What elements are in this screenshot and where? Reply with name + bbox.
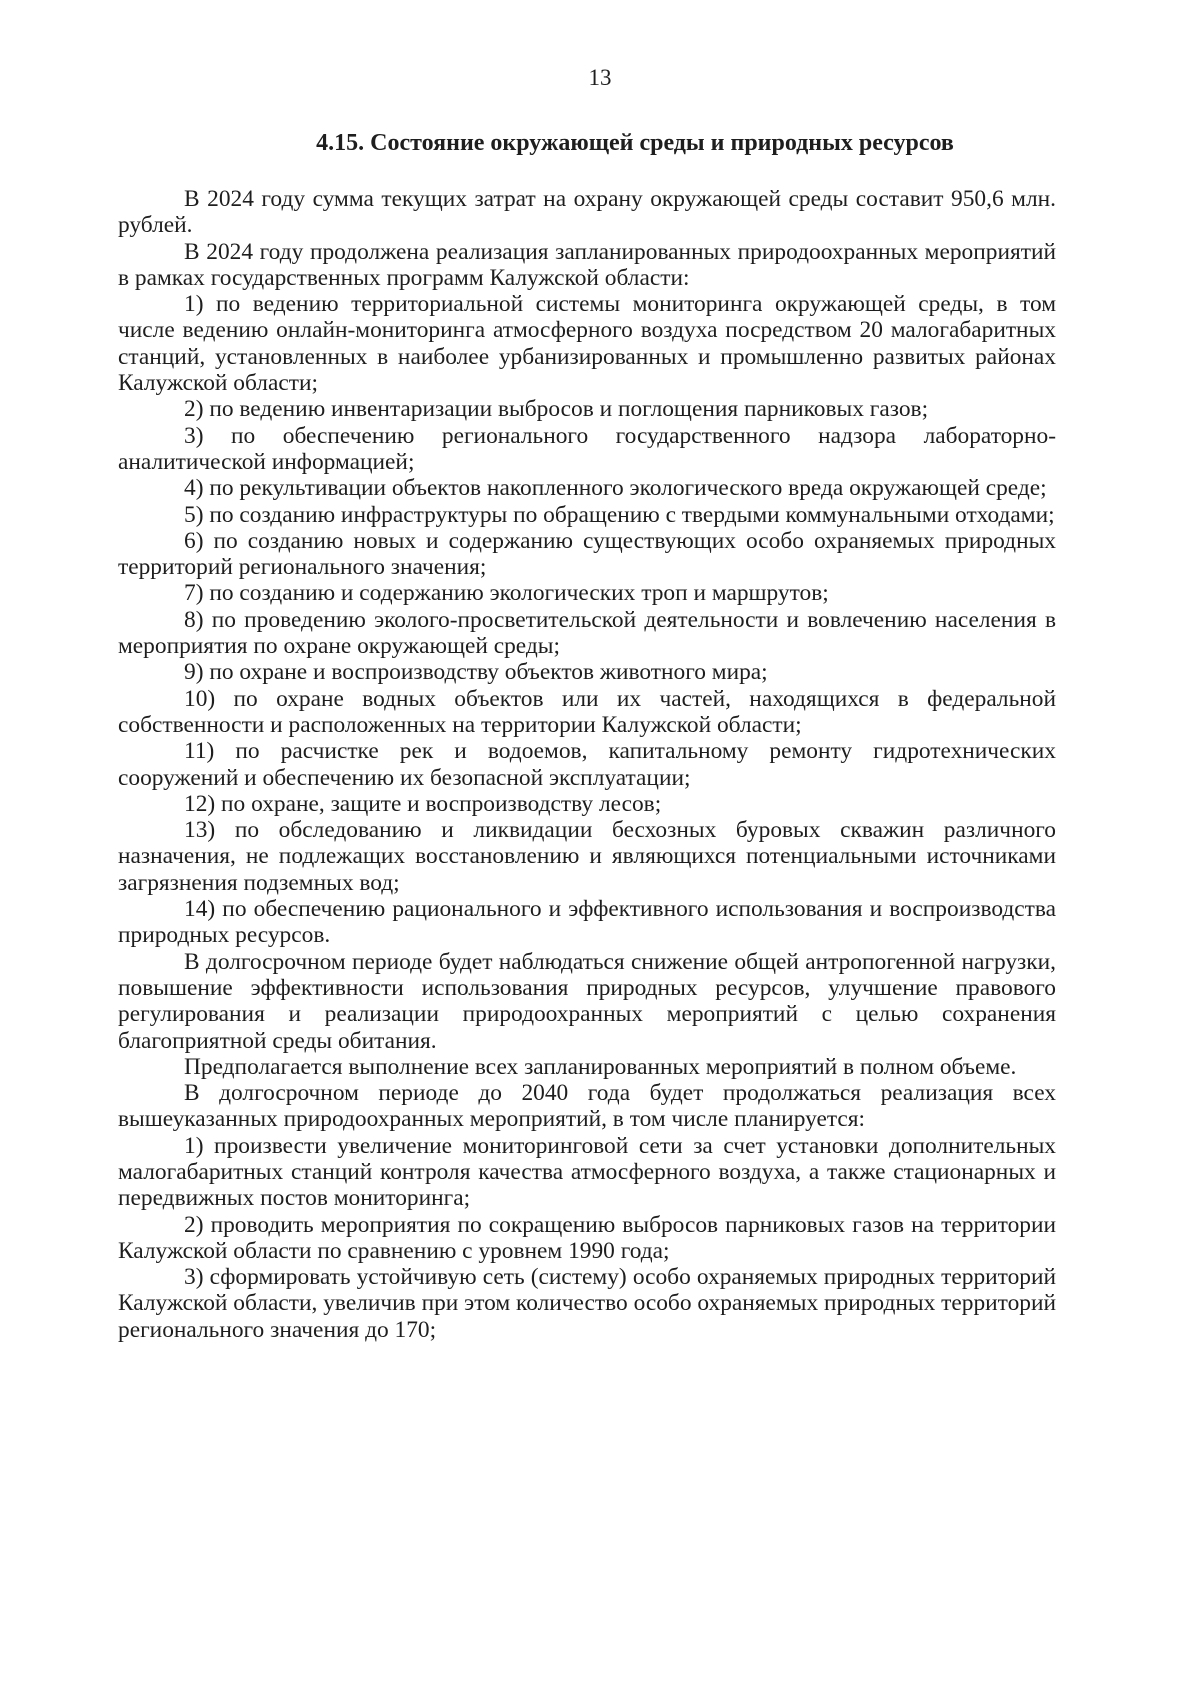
- paragraph: В 2024 году продолжена реализация запланированных природоохранных мероприятий в рамках государственных программ Калужской области:: [118, 238, 1056, 291]
- paragraph: Предполагается выполнение всех запланированных мероприятий в полном объеме.: [184, 1053, 1017, 1080]
- list-item: 1) по ведению территориальной системы мониторинга окружающей среды, в том числе ведению онлайн-мониторинга атмосферного воздуха посредством 20 малогабаритных станций, установленных в наиболее урбанизированных и промышленно развитых районах Калужской области;: [118, 291, 1056, 397]
- list-item: 7) по созданию и содержанию экологических троп и маршрутов;: [184, 580, 829, 607]
- list-item: 12) по охране, защите и воспроизводству лесов;: [184, 790, 662, 817]
- list-item: 9) по охране и воспроизводству объектов животного мира;: [184, 659, 768, 686]
- page-number: 13: [588, 65, 612, 90]
- list-item: 13) по обследованию и ликвидации бесхозных буровых скважин различного назначения, не подлежащих восстановлению и являющихся потенциальными источниками загрязнения подземных вод;: [118, 817, 1056, 896]
- list-item: 2) по ведению инвентаризации выбросов и поглощения парниковых газов;: [184, 396, 929, 423]
- list-item: 6) по созданию новых и содержанию существующих особо охраняемых природных территорий регионального значения;: [118, 527, 1056, 581]
- list-item: 1) произвести увеличение мониторинговой сети за счет установки дополнительных малогабаритных станций контроля качества атмосферного воздуха, а также стационарных и передвижных постов мониторинга;: [118, 1132, 1056, 1212]
- list-item: 4) по рекультивации объектов накопленного экологического вреда окружающей среде;: [184, 475, 1047, 502]
- list-item: 2) проводить мероприятия по сокращению выбросов парниковых газов на территории Калужской области по сравнению с уровнем 1990 года;: [118, 1211, 1056, 1264]
- section-title: 4.15. Состояние окружающей среды и природных ресурсов: [316, 130, 954, 156]
- paragraph: В долгосрочном периоде до 2040 года будет продолжаться реализация всех вышеуказанных природоохранных мероприятий, в том числе планируется:: [118, 1080, 1056, 1133]
- list-item: 8) по проведению эколого-просветительской деятельности и вовлечению населения в мероприятия по охране окружающей среды;: [118, 606, 1056, 660]
- list-item: 11) по расчистке рек и водоемов, капитальному ремонту гидротехнических сооружений и обеспечению их безопасной эксплуатации;: [118, 738, 1056, 791]
- list-item: 14) по обеспечению рационального и эффективного использования и воспроизводства природных ресурсов.: [118, 896, 1056, 949]
- paragraph: В долгосрочном периоде будет наблюдаться снижение общей антропогенной нагрузки, повышение эффективности использования природных ресурсов, улучшение правового регулирования и реализации природоохранных мероприятий с целью сохранения благоприятной среды обитания.: [118, 948, 1056, 1054]
- list-item: 3) сформировать устойчивую сеть (систему) особо охраняемых природных территорий Калужской области, увеличив при этом количество особо охраняемых природных территорий регионального значения до 170;: [118, 1264, 1056, 1343]
- body-text: [118, 186, 1056, 1343]
- list-item: 3) по обеспечению регионального государственного надзора лабораторно-аналитической информацией;: [118, 422, 1056, 475]
- paragraph: В 2024 году сумма текущих затрат на охрану окружающей среды составит 950,6 млн. рублей.: [118, 186, 1056, 239]
- list-item: 10) по охране водных объектов или их частей, находящихся в федеральной собственности и расположенных на территории Калужской области;: [118, 685, 1056, 738]
- list-item: 5) по созданию инфраструктуры по обращению с твердыми коммунальными отходами;: [184, 501, 1055, 528]
